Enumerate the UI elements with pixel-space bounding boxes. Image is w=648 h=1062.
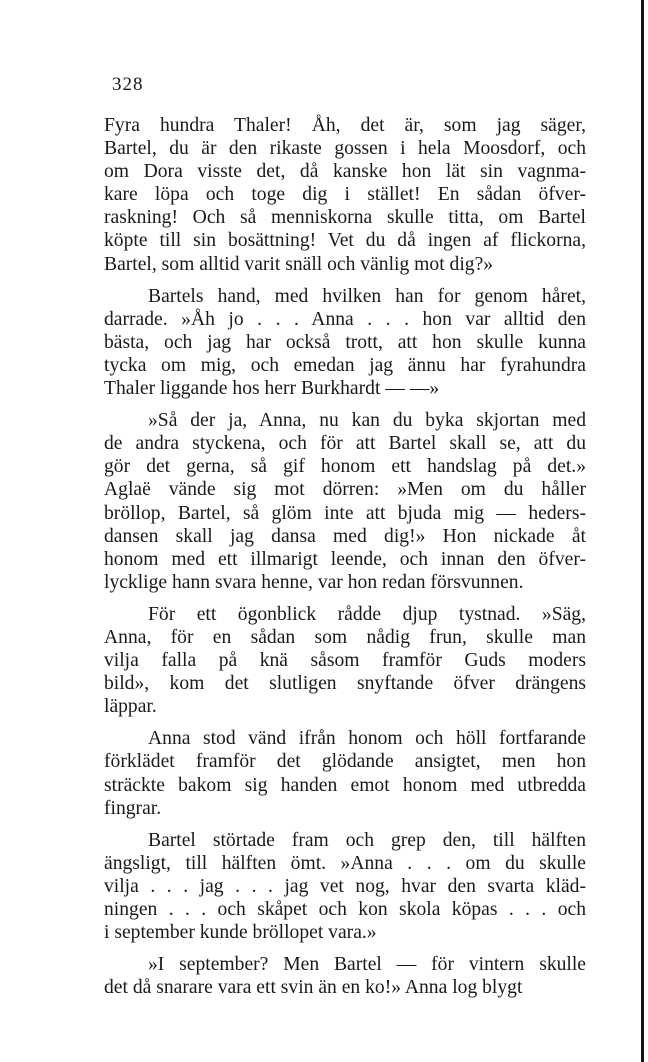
text-line: tycka om mig, och emedan jag ännu har fyrahundra xyxy=(104,354,586,376)
text-line: honom med ett illmarigt leende, och innan den öfver- xyxy=(104,548,586,570)
text-line: ningen . . . och skåpet och kon skola köpas . . . och xyxy=(104,899,586,920)
paragraph xyxy=(104,114,586,276)
text-line: »I september? Men Bartel — för vintern skulle xyxy=(148,954,586,976)
text-line: vilja . . . jag . . . jag vet nog, hvar den svarta kläd- xyxy=(104,875,586,897)
text-line: »Så der ja, Anna, nu kan du byka skjortan med xyxy=(148,410,586,432)
text-line: köpte till sin bosättning! Vet du då ingen af flickorna, xyxy=(104,230,586,252)
text-line: de andra styckena, och för att Bartel skall se, att du xyxy=(104,433,586,455)
page-number: 328 xyxy=(112,74,144,95)
text-line: sträckte bakom sig handen emot honom med utbredda xyxy=(104,774,586,796)
paragraph xyxy=(104,829,586,944)
paragraph xyxy=(104,409,586,594)
text-line: ängsligt, till hälften ömt. »Anna . . . om du skulle xyxy=(104,852,586,874)
text-line: Bartel, som alltid varit snäll och vänlig mot dig?» xyxy=(104,253,494,275)
text-line: gör det gerna, så gif honom ett handslag på det.» xyxy=(104,456,586,478)
paragraph xyxy=(104,603,586,718)
text-line: raskning! Och så menniskorna skulle titta, om Bartel xyxy=(104,207,586,229)
body-text xyxy=(104,114,586,999)
text-line: Aglaë vände sig mot dörren: »Men om du håller xyxy=(104,479,586,501)
text-line: Fyra hundra Thaler! Åh, det är, som jag säger, xyxy=(104,115,586,136)
text-line: dansen skall jag dansa med dig!» Hon nickade åt xyxy=(104,525,586,547)
text-line: vilja falla på knä såsom framför Guds moders xyxy=(104,650,586,672)
paragraph xyxy=(104,285,586,400)
page-edge-border xyxy=(641,0,644,1062)
text-line: bröllop, Bartel, så glöm inte att bjuda mig — heders- xyxy=(104,502,586,524)
text-line: om Dora visste det, då kanske hon lät sin vagnma- xyxy=(104,161,586,183)
text-line: lycklige hann svara henne, var hon redan försvunnen. xyxy=(104,571,524,593)
text-line: darrade. »Åh jo . . . Anna . . . hon var alltid den xyxy=(104,308,586,330)
text-line: kare löpa och toge dig i stället! En sådan öfver- xyxy=(104,184,586,206)
text-line: För ett ögonblick rådde djup tystnad. »Säg, xyxy=(148,603,586,625)
text-line: bästa, och jag har också trott, att hon skulle kunna xyxy=(104,331,586,353)
text-line: i september kunde bröllopet vara.» xyxy=(104,922,377,944)
text-line: Bartel, du är den rikaste gossen i hela Moosdorf, och xyxy=(104,138,586,160)
paragraph xyxy=(104,727,586,819)
text-line: Thaler liggande hos herr Burkhardt — —» xyxy=(104,378,440,400)
text-line: läppar. xyxy=(104,696,157,718)
text-line: det då snarare vara ett svin än en ko!» Anna log blygt xyxy=(104,977,523,999)
paragraph xyxy=(104,953,586,999)
text-line: Anna stod vänd ifrån honom och höll fortfarande xyxy=(148,728,586,750)
text-line: Bartels hand, med hvilken han for genom håret, xyxy=(148,285,586,307)
text-line: Anna, för en sådan som nådig frun, skulle man xyxy=(104,626,586,648)
text-line: Bartel störtade fram och grep den, till hälften xyxy=(148,829,586,851)
text-line: förklädet framför det glödande ansigtet, men hon xyxy=(104,751,586,773)
text-line: bild», kom det slutligen snyftande öfver drängens xyxy=(104,673,586,695)
text-line: fingrar. xyxy=(104,797,162,819)
